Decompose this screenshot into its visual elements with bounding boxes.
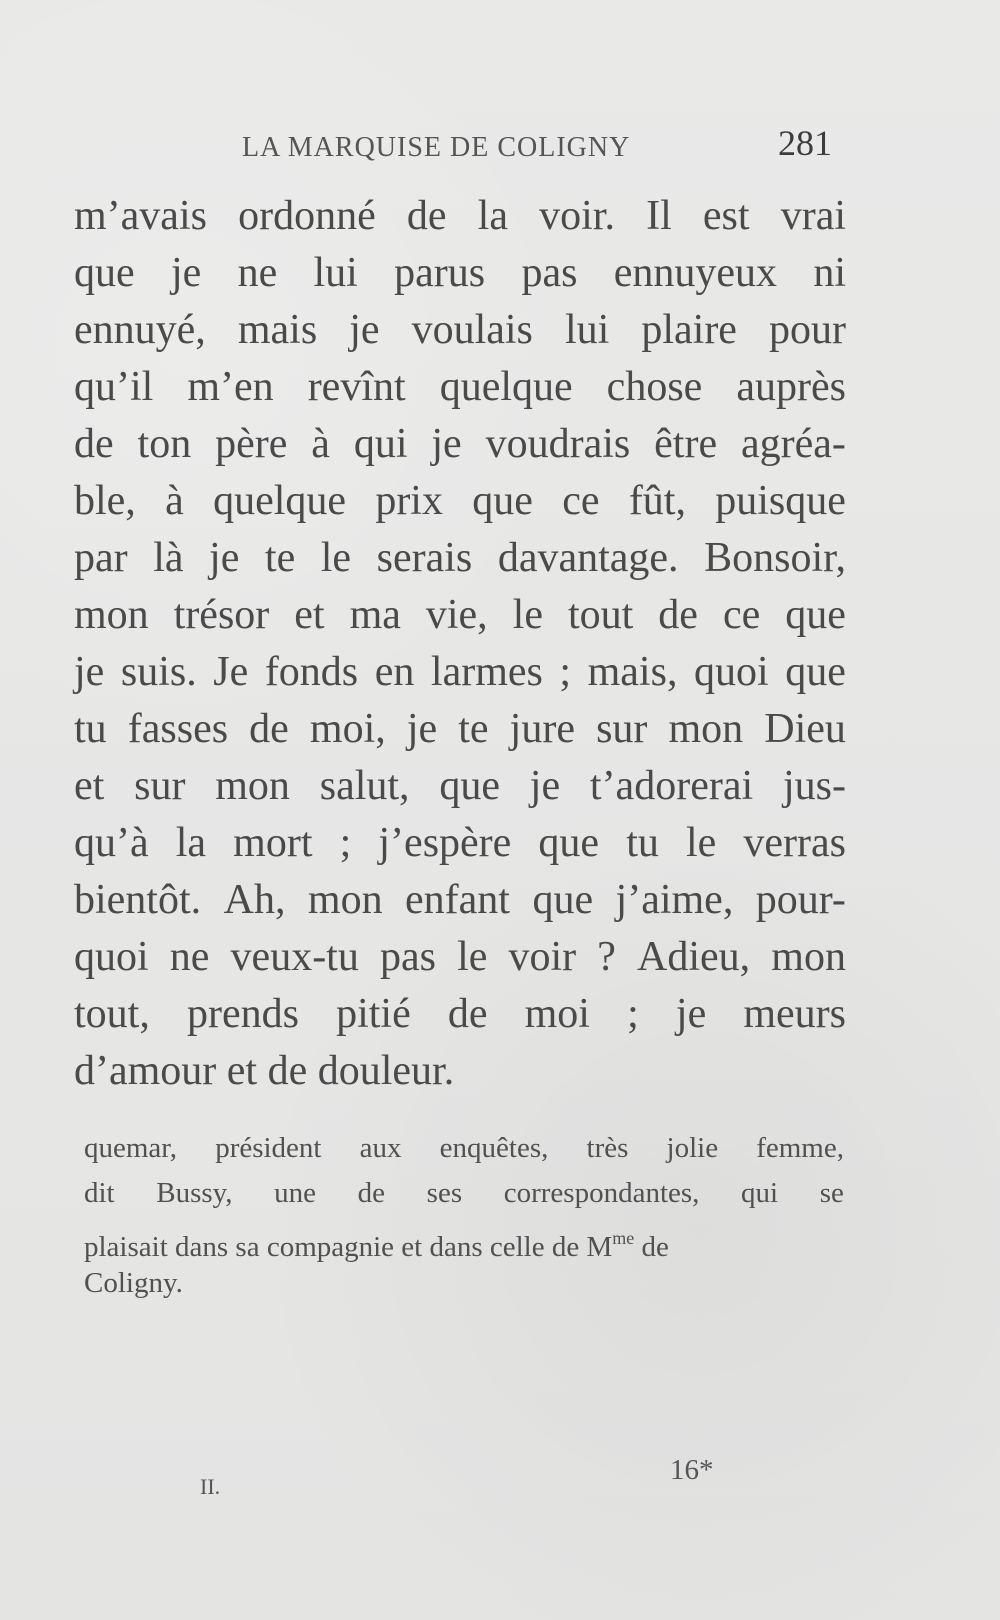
text-line bbox=[74, 302, 846, 359]
word: président bbox=[215, 1132, 322, 1164]
word: m’avais bbox=[74, 193, 207, 239]
word: être bbox=[654, 421, 718, 467]
word: Bonsoir, bbox=[704, 535, 846, 581]
running-title: LA MARQUISE DE COLIGNY bbox=[242, 132, 631, 163]
word: se bbox=[819, 1177, 844, 1209]
word: suis. bbox=[120, 649, 197, 695]
word: à bbox=[165, 478, 184, 524]
word: t’adorerai bbox=[589, 763, 754, 809]
sheet-mark: 16* bbox=[670, 1454, 714, 1486]
word: puisque bbox=[715, 478, 846, 524]
footnote-line-text: de bbox=[634, 1231, 669, 1263]
word: parus bbox=[394, 250, 486, 296]
word: veux-tu bbox=[230, 934, 359, 980]
word: larmes bbox=[430, 649, 543, 695]
word: la bbox=[477, 193, 508, 239]
word: enfant bbox=[405, 877, 510, 923]
word: je bbox=[209, 535, 240, 581]
printer-signature-mark: II. bbox=[200, 1474, 221, 1499]
word: ne bbox=[237, 250, 278, 296]
word: meurs bbox=[743, 991, 846, 1037]
word: je bbox=[74, 649, 105, 695]
word: le bbox=[457, 934, 488, 980]
word: m’en bbox=[187, 364, 274, 410]
text-line bbox=[74, 701, 846, 758]
word: vrai bbox=[780, 193, 846, 239]
word: ses bbox=[426, 1177, 463, 1209]
text-line bbox=[74, 530, 846, 587]
word: mort bbox=[233, 820, 313, 866]
word: agréa- bbox=[740, 421, 846, 467]
word: Je bbox=[213, 649, 249, 695]
word: ennuyeux bbox=[613, 250, 778, 296]
word: moi bbox=[524, 991, 590, 1037]
page-number: 281 bbox=[778, 123, 832, 163]
word: jus- bbox=[782, 763, 846, 809]
footnote-line bbox=[84, 1126, 844, 1171]
word: la bbox=[175, 820, 207, 866]
word: Dieu bbox=[764, 706, 846, 752]
text-line bbox=[74, 587, 846, 644]
word: correspondantes, bbox=[503, 1177, 700, 1209]
word: verras bbox=[743, 820, 846, 866]
word: pas bbox=[379, 934, 436, 980]
word: que bbox=[472, 478, 533, 524]
text-line bbox=[74, 188, 846, 245]
word: de bbox=[249, 706, 289, 752]
word: j’espère bbox=[378, 820, 512, 866]
word: mais, bbox=[587, 649, 678, 695]
footnote-text bbox=[84, 1126, 844, 1316]
word: ble, bbox=[74, 478, 136, 524]
word: bientôt. bbox=[74, 877, 202, 923]
word: vie, bbox=[425, 592, 488, 638]
word: jolie bbox=[666, 1132, 719, 1164]
word: que bbox=[785, 592, 846, 638]
word: plaire bbox=[641, 307, 737, 353]
word: quelque bbox=[213, 478, 347, 524]
word: femme, bbox=[756, 1132, 844, 1164]
word: j’aime, bbox=[615, 877, 734, 923]
word: je bbox=[431, 421, 462, 467]
text-line bbox=[74, 872, 846, 929]
footnote-line bbox=[84, 1171, 844, 1216]
text-line bbox=[74, 815, 846, 872]
word: qu’il bbox=[74, 364, 154, 410]
word: tout bbox=[567, 592, 634, 638]
word: moi, bbox=[309, 706, 386, 752]
word: pour bbox=[769, 307, 846, 353]
word: que bbox=[538, 820, 600, 866]
word: qui bbox=[741, 1177, 779, 1209]
word: mon bbox=[215, 763, 290, 809]
word: de bbox=[406, 193, 447, 239]
word: de bbox=[74, 421, 114, 467]
word: de bbox=[357, 1177, 386, 1209]
word: ce bbox=[562, 478, 600, 524]
text-line-last: d’amour et de douleur. bbox=[74, 1048, 455, 1094]
word: et bbox=[294, 592, 325, 638]
word: est bbox=[702, 193, 750, 239]
text-line bbox=[74, 986, 846, 1043]
word: que bbox=[532, 877, 594, 923]
word: voir bbox=[508, 934, 577, 980]
word: lui bbox=[564, 307, 610, 353]
word: de bbox=[658, 592, 698, 638]
word: le bbox=[512, 592, 543, 638]
word: davantage. bbox=[497, 535, 679, 581]
word: salut, bbox=[319, 763, 410, 809]
word: là bbox=[153, 535, 184, 581]
word: que bbox=[74, 250, 135, 296]
word: auprès bbox=[736, 364, 846, 410]
word: voulais bbox=[411, 307, 533, 353]
word: une bbox=[274, 1177, 317, 1209]
word: très bbox=[586, 1132, 629, 1164]
text-line bbox=[74, 416, 846, 473]
word: Il bbox=[646, 193, 672, 239]
text-line bbox=[74, 644, 846, 701]
page-header bbox=[242, 122, 832, 166]
word: ? bbox=[597, 934, 616, 980]
word: Adieu, bbox=[637, 934, 751, 980]
word: que bbox=[785, 649, 846, 695]
word: te bbox=[264, 535, 296, 581]
word: père bbox=[215, 421, 288, 467]
text-line bbox=[74, 929, 846, 986]
word: voir. bbox=[539, 193, 615, 239]
word: chose bbox=[606, 364, 703, 410]
word: dit bbox=[84, 1177, 115, 1209]
word: quoi bbox=[74, 934, 149, 980]
word: lui bbox=[313, 250, 358, 296]
superscript-text: me bbox=[612, 1228, 635, 1248]
word: à bbox=[311, 421, 330, 467]
word: que bbox=[439, 763, 500, 809]
word: quoi bbox=[694, 649, 769, 695]
word: quelque bbox=[439, 364, 573, 410]
word: revînt bbox=[307, 364, 406, 410]
footnote-line-with-superscript bbox=[84, 1216, 844, 1261]
footnote-line-text: plaisait dans sa compagnie et dans celle de M bbox=[84, 1231, 613, 1263]
word: ma bbox=[349, 592, 401, 638]
word: mon bbox=[668, 706, 744, 752]
word: tu bbox=[74, 706, 107, 752]
word: enquêtes, bbox=[439, 1132, 549, 1164]
word: fonds bbox=[264, 649, 359, 695]
word: mon bbox=[307, 877, 383, 923]
word: mon bbox=[771, 934, 846, 980]
word: je bbox=[170, 250, 202, 296]
text-line bbox=[74, 245, 846, 302]
text-line bbox=[74, 473, 846, 530]
word: aux bbox=[359, 1132, 402, 1164]
word: ce bbox=[722, 592, 761, 638]
word: sur bbox=[596, 706, 648, 752]
word: prends bbox=[186, 991, 299, 1037]
word: ne bbox=[169, 934, 210, 980]
word: en bbox=[374, 649, 415, 695]
word: de bbox=[447, 991, 488, 1037]
word: pour- bbox=[755, 877, 846, 923]
word: ; bbox=[339, 820, 352, 866]
word: trésor bbox=[173, 592, 270, 638]
word: je bbox=[529, 763, 561, 809]
text-line bbox=[74, 758, 846, 815]
word: pitié bbox=[336, 991, 411, 1037]
word: ordonné bbox=[238, 193, 376, 239]
word: qu’à bbox=[74, 820, 149, 866]
word: fût, bbox=[628, 478, 686, 524]
word: ni bbox=[813, 250, 846, 296]
word: Bussy, bbox=[156, 1177, 233, 1209]
word: fasses bbox=[127, 706, 229, 752]
word: par bbox=[74, 535, 128, 581]
letter-text bbox=[74, 188, 846, 1118]
word: qui bbox=[353, 421, 408, 467]
word: et bbox=[74, 763, 105, 809]
word: pas bbox=[521, 250, 578, 296]
word: tu bbox=[626, 820, 659, 866]
word: serais bbox=[376, 535, 473, 581]
word: prix bbox=[375, 478, 443, 524]
word: ; bbox=[627, 991, 639, 1037]
word: voudrais bbox=[485, 421, 631, 467]
word: mais bbox=[237, 307, 318, 353]
word: quemar, bbox=[84, 1132, 178, 1164]
word: mon bbox=[74, 592, 149, 638]
word: je bbox=[349, 307, 380, 353]
text-line bbox=[74, 359, 846, 416]
word: tout, bbox=[74, 991, 150, 1037]
word: je bbox=[675, 991, 707, 1037]
word: le bbox=[685, 820, 717, 866]
word: ennuyé, bbox=[74, 307, 206, 353]
word: sur bbox=[134, 763, 186, 809]
word: te bbox=[458, 706, 489, 752]
word: jure bbox=[509, 706, 575, 752]
word: ton bbox=[137, 421, 192, 467]
word: le bbox=[320, 535, 352, 581]
footnote-line: Coligny. bbox=[84, 1267, 183, 1299]
word: je bbox=[406, 706, 438, 752]
word: ; bbox=[559, 649, 572, 695]
word: Ah, bbox=[223, 877, 286, 923]
